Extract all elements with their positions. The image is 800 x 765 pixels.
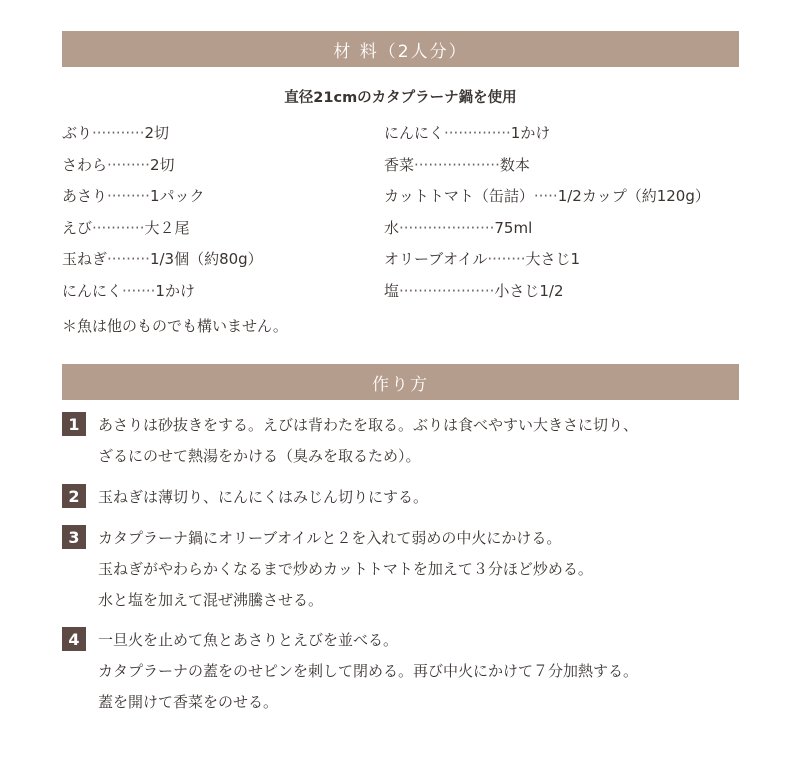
ingredient-amount: 2切 xyxy=(144,124,170,142)
leader-dots: ··········· xyxy=(92,218,145,237)
ingredient-amount: 75ml xyxy=(494,218,533,237)
leader-dots: ·············· xyxy=(444,124,511,142)
leader-dots: ······· xyxy=(122,281,156,300)
leader-dots: ···················· xyxy=(399,281,495,300)
step-number-badge: 3 xyxy=(62,525,86,549)
ingredients-header: 材 料（2人分） xyxy=(62,31,739,67)
ingredient-name: 塩 xyxy=(384,281,400,300)
step-line: 水と塩を加えて混ぜ沸騰させる。 xyxy=(98,591,324,609)
ingredients-left-column xyxy=(62,120,362,309)
ingredient-name: オリーブオイル xyxy=(384,250,488,268)
ingredient-row xyxy=(62,152,362,184)
leader-dots: ········ xyxy=(487,250,526,268)
step-line: 一旦火を止めて魚とあさりとえびを並べる。 xyxy=(98,631,399,649)
ingredient-name: にんにく xyxy=(62,281,123,300)
ingredient-row xyxy=(62,246,362,278)
ingredient-row xyxy=(384,278,794,310)
ingredient-amount: 1パック xyxy=(149,187,205,205)
ingredient-amount: 数本 xyxy=(499,155,530,174)
leader-dots: ········· xyxy=(107,155,150,174)
step-text xyxy=(98,625,638,718)
ingredient-name: 玉ねぎ xyxy=(62,250,108,268)
leader-dots: ····· xyxy=(533,187,558,205)
step-number-badge: 2 xyxy=(62,484,86,508)
ingredient-amount: 小さじ1/2 xyxy=(494,281,564,300)
step-number-badge: 1 xyxy=(62,412,86,436)
step-text xyxy=(98,523,593,616)
ingredient-amount: 1かけ xyxy=(510,124,551,142)
ingredient-row xyxy=(384,246,794,278)
leader-dots: ········· xyxy=(107,187,150,205)
method-header: 作り方 xyxy=(62,364,739,400)
ingredient-name: にんにく xyxy=(384,124,445,142)
ingredient-row xyxy=(384,120,794,152)
ingredient-row xyxy=(384,215,794,247)
ingredient-row xyxy=(62,183,362,215)
ingredient-amount: 1/2カップ（約120g） xyxy=(557,187,710,205)
step-number-badge: 4 xyxy=(62,627,86,651)
ingredients-subtitle: 直径21cmのカタプラーナ鍋を使用 xyxy=(284,90,517,106)
ingredient-row xyxy=(62,215,362,247)
ingredients-right-column xyxy=(384,120,794,309)
step-text xyxy=(98,482,428,513)
ingredient-amount: 大さじ1 xyxy=(525,250,581,268)
ingredient-amount: 大２尾 xyxy=(144,218,190,237)
ingredient-name: ぶり xyxy=(62,124,93,142)
leader-dots: ········· xyxy=(107,250,150,268)
ingredient-name: 水 xyxy=(384,218,400,237)
step-line: カタプラーナ鍋にオリーブオイルと２を入れて弱めの中火にかける。 xyxy=(98,529,562,547)
ingredient-row xyxy=(62,278,362,310)
ingredient-amount: 1/3個（約80g） xyxy=(149,250,263,268)
ingredient-amount: 2切 xyxy=(149,155,175,174)
ingredient-row xyxy=(62,120,362,152)
ingredient-name: カットトマト（缶詰） xyxy=(384,187,534,205)
ingredient-name: あさり xyxy=(62,187,108,205)
leader-dots: ·················· xyxy=(414,155,500,174)
step-line: ざるにのせて熱湯をかける（臭みを取るため）。 xyxy=(98,447,421,465)
step-line: 玉ねぎがやわらかくなるまで炒めカットトマトを加えて３分ほど炒める。 xyxy=(98,560,593,578)
step-text xyxy=(98,410,638,472)
leader-dots: ···················· xyxy=(399,218,495,237)
step-line: カタプラーナの蓋をのせピンを刺して閉める。再び中火にかけて７分加熱する。 xyxy=(98,662,639,680)
ingredient-row xyxy=(384,183,794,215)
ingredient-name: えび xyxy=(62,218,93,237)
ingredient-amount: 1かけ xyxy=(155,281,195,300)
ingredient-row xyxy=(384,152,794,184)
ingredients-note: ＊魚は他のものでも構いません。 xyxy=(62,317,288,335)
leader-dots: ··········· xyxy=(92,124,145,142)
ingredient-name: 香菜 xyxy=(384,155,415,174)
step-line: 玉ねぎは薄切り、にんにくはみじん切りにする。 xyxy=(98,488,429,506)
step-line: あさりは砂抜きをする。えびは背わたを取る。ぶりは食べやすい大きさに切り、 xyxy=(98,416,639,434)
ingredient-name: さわら xyxy=(62,155,108,174)
step-line: 蓋を開けて香菜をのせる。 xyxy=(98,693,279,711)
